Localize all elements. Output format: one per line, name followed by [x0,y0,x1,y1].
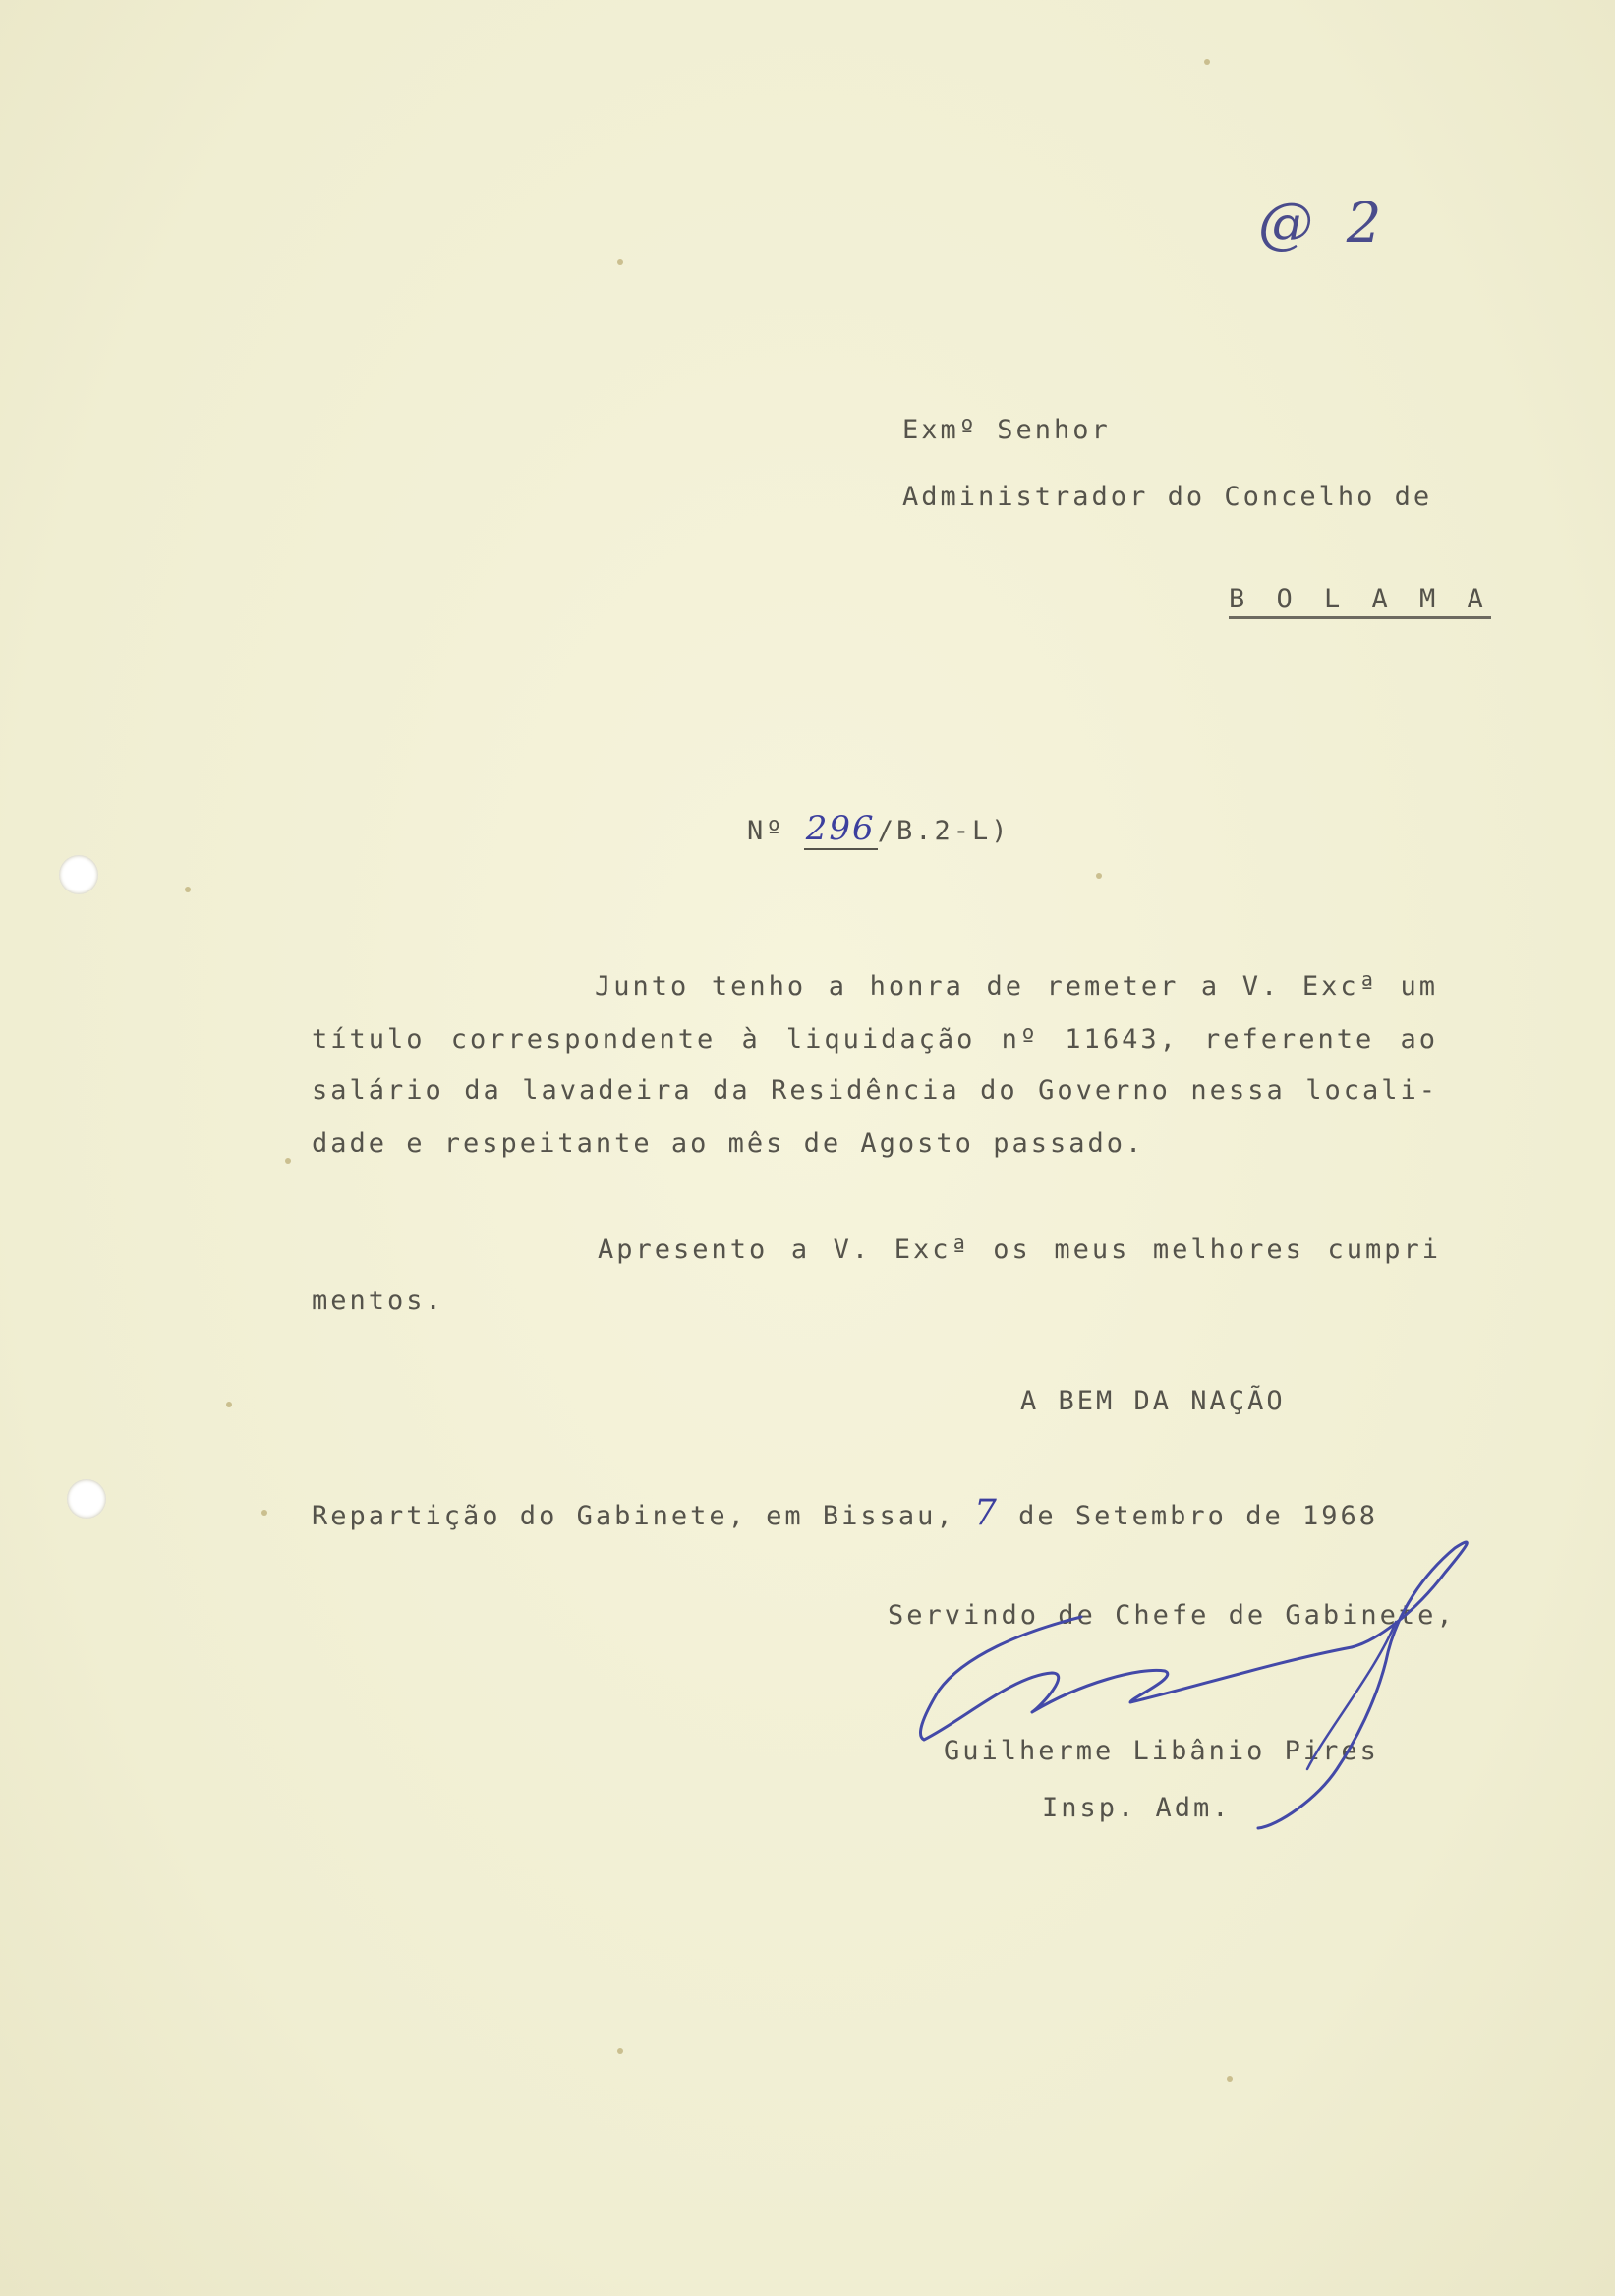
closing-line-1: Apresento a V. Excª os meus melhores cumpri [598,1234,1441,1265]
reference-prefix: Nº [747,816,785,846]
addressee: Administrador do Concelho de [902,482,1433,512]
body-line-2: título correspondente à liquidação nº 11643, referente ao [312,1024,1438,1055]
reference-handwritten-number: 296 [805,809,876,848]
motto: A BEM DA NAÇÃO [1020,1386,1286,1416]
signatory-name: Guilherme Libânio Pires [944,1736,1379,1766]
reference-suffix: /B.2-L) [877,816,1010,846]
signatory-title: Insp. Adm. [1042,1793,1232,1823]
archive-mark: @ 2 [1258,192,1390,256]
body-line-3: salário da lavadeira da Residência do Governo nessa locali- [312,1075,1438,1106]
salutation: Exmº Senhor [902,415,1111,445]
body-line-4: dade e respeitante ao mês de Agosto passado. [312,1128,1145,1159]
body-line-1: Junto tenho a honra de remeter a V. Excª um [595,971,1438,1002]
dateline-month-year: de Setembro de 1968 [1018,1501,1378,1531]
dateline-office: Repartição do Gabinete, em Bissau, [312,1501,955,1531]
signatory-role: Servindo de Chefe de Gabinete, [888,1600,1456,1631]
place-name: B O L A M A [1229,586,1491,619]
closing-line-2: mentos. [312,1286,444,1316]
dateline-day: 7 [973,1493,1000,1533]
